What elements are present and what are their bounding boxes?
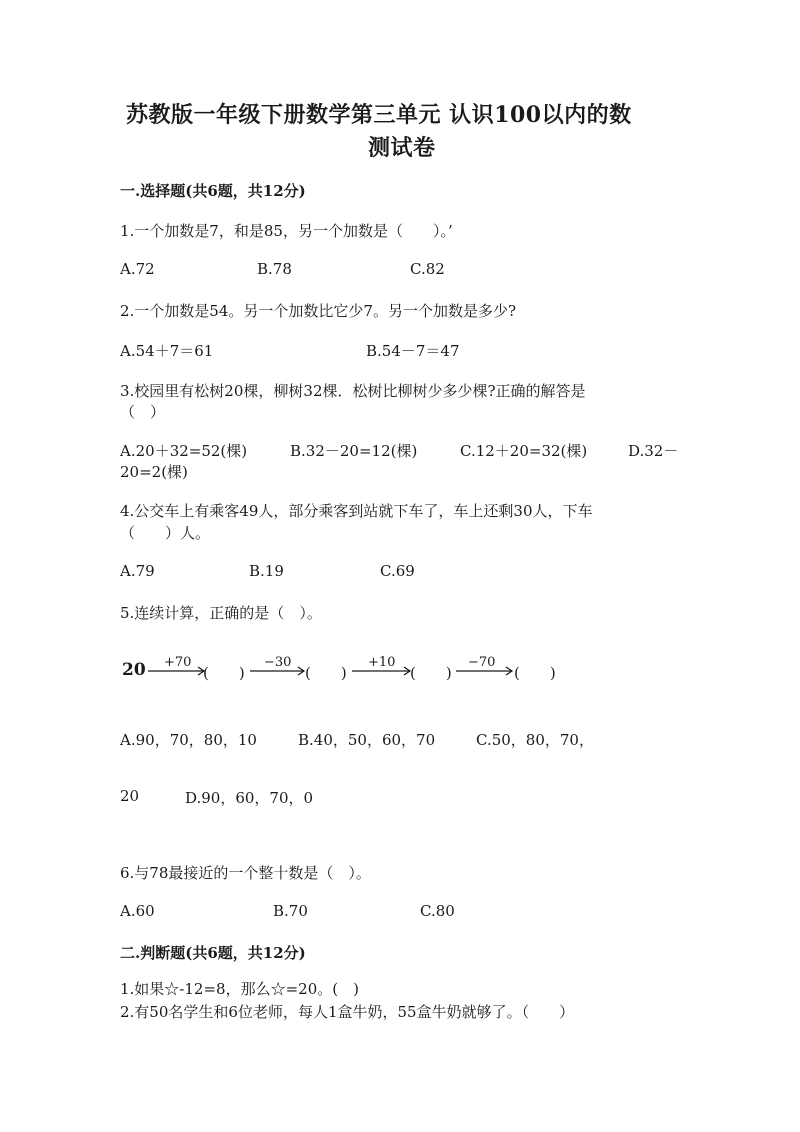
chain-blank-2: ( ) [305,664,347,682]
q3-option-d-wrap: 20=2(棵) [120,463,188,481]
q1-option-a: A.72 [120,260,155,278]
chain-blank-1: ( ) [203,664,245,682]
q5-option-b: B.40，50，60，70 [298,731,436,749]
question-6: 6.与78最接近的一个整十数是（ ）。 [120,864,371,882]
judgement-item-2: 2.有50名学生和6位老师，每人1盒牛奶，55盒牛奶就够了。（ ） [120,1003,575,1021]
question-4: 4.公交车上有乘客49人，部分乘客到站就下车了，车上还剩30人，下车 [120,502,593,520]
q4-option-b: B.19 [249,562,284,580]
q3-option-b: B.32－20=12(棵) [290,442,418,460]
judgement-item-1: 1.如果☆-12=8，那么☆=20。( ) [120,980,359,998]
q6-option-a: A.60 [120,902,155,920]
q5-option-d: D.90，60，70，0 [185,789,314,807]
q6-option-b: B.70 [273,902,308,920]
section-heading-judgement: 二.判断题(共6题，共12分) [120,944,306,962]
question-5: 5.连续计算，正确的是（ ）。 [120,604,322,622]
q1-option-c: C.82 [410,260,445,278]
q5-option-c: C.50，80，70， [476,731,594,749]
chain-step-1-label: +70 [164,655,192,670]
q1-option-b: B.78 [257,260,292,278]
question-3: 3.校园里有松树20棵，柳树32棵．松树比柳树少多少棵?正确的解答是 [120,382,586,400]
q2-option-a: A.54＋7＝61 [120,342,214,360]
page-title-line2: 测试卷 [368,135,436,161]
q2-option-b: B.54－7＝47 [366,342,460,360]
q5-option-c-wrap: 20 [120,787,140,805]
chain-start-number: 20 [122,660,146,680]
section-heading-choice: 一.选择题(共6题，共12分) [120,182,306,200]
page-title: 苏教版一年级下册数学第三单元 认识100以内的数 [126,102,632,128]
question-1: 1.一个加数是7，和是85，另一个加数是（ ）。’ [120,222,453,240]
q3-option-a: A.20＋32=52(棵) [120,442,248,460]
chain-step-3-label: +10 [368,655,396,670]
q5-option-a: A.90，70，80，10 [120,731,257,749]
q4-option-a: A.79 [120,562,155,580]
q4-option-c: C.69 [380,562,415,580]
chain-step-2-label: −30 [264,655,292,670]
chain-step-4-label: −70 [468,655,496,670]
question-4-line2: （ ）人。 [120,524,211,542]
chain-blank-3: ( ) [410,664,452,682]
q3-option-d: D.32－ [628,442,679,460]
question-3-line2: （ ） [120,403,166,421]
chain-blank-4: ( ) [514,664,556,682]
q6-option-c: C.80 [420,902,455,920]
q3-option-c: C.12＋20=32(棵) [460,442,588,460]
question-2: 2.一个加数是54。另一个加数比它少7。另一个加数是多少? [120,302,516,320]
